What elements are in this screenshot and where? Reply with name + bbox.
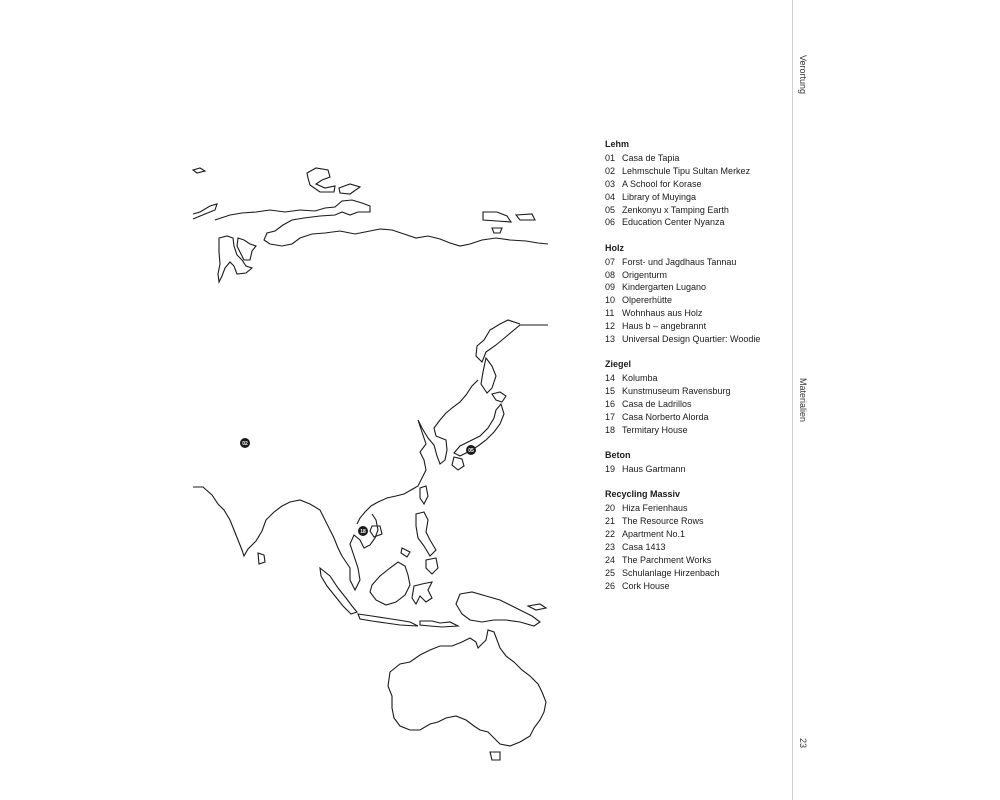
legend-item-number: 17 (605, 412, 616, 422)
legend-item[interactable] (605, 152, 785, 165)
legend-item-label: Casa de Ladrillos (622, 399, 692, 410)
legend-item[interactable] (605, 256, 785, 269)
island-sakhalin (481, 358, 496, 393)
legend-item[interactable] (605, 281, 785, 294)
legend-item-number: 03 (605, 178, 616, 189)
legend-item-label: Casa de Tapia (622, 152, 680, 163)
legend-item[interactable] (605, 333, 785, 346)
legend-item[interactable] (605, 528, 785, 541)
legend-item[interactable] (605, 320, 785, 333)
island-novaya (339, 184, 360, 194)
page-divider (792, 0, 793, 800)
coast-australia (388, 630, 546, 746)
coast-scandinavia (218, 236, 252, 282)
legend-item[interactable] (605, 307, 785, 320)
legend-item-number: 16 (605, 399, 616, 410)
legend-group-title: Lehm (605, 139, 630, 149)
legend-item[interactable] (605, 567, 785, 580)
legend-item-label: Kindergarten Lugano (622, 282, 707, 293)
legend-item-label: Lehmschule Tipu Sultan Merkez (622, 165, 751, 176)
legend-item-number: 26 (605, 580, 616, 591)
legend-item-label: Apartment No.1 (622, 529, 686, 540)
legend-item-label: Haus Gartmann (622, 464, 686, 475)
legend-item-number: 15 (605, 386, 616, 397)
island-tasmania (490, 752, 500, 760)
legend-group-title: Holz (605, 242, 624, 253)
legend-item-number: 25 (605, 567, 616, 578)
legend-item-number: 08 (605, 269, 616, 280)
island-small-north (492, 228, 502, 233)
legend-item-number: 01 (605, 152, 616, 163)
legend-item-label: Forst- und Jagdhaus Tannau (622, 256, 737, 267)
island-severnaya (193, 168, 205, 173)
legend-item-label: The Resource Rows (622, 516, 704, 527)
island-java (358, 614, 418, 626)
legend-item-number: 02 (605, 165, 616, 176)
legend-item-number: 05 (605, 204, 616, 215)
coast-baltic (237, 238, 256, 260)
island-honshu (454, 404, 504, 456)
legend-item-label: Kunstmuseum Ravensburg (622, 386, 731, 397)
island-luzon (416, 512, 436, 556)
legend-group-title: Recycling Massiv (605, 489, 681, 500)
legend-item-number: 22 (605, 529, 616, 540)
svg-text:05: 05 (468, 448, 474, 454)
island-lesser-sunda (420, 621, 458, 627)
legend-item[interactable] (605, 191, 785, 204)
legend-item[interactable] (605, 411, 785, 424)
coast-taimyr (307, 168, 335, 192)
island-wrangel (516, 214, 535, 220)
legend-item-label: Zenkonyu x Tamping Earth (622, 204, 729, 215)
legend-item-label: Wohnhaus aus Holz (622, 308, 703, 319)
island-borneo (370, 562, 410, 605)
legend-item[interactable] (605, 502, 785, 515)
legend-item[interactable] (605, 463, 785, 476)
legend-item[interactable] (605, 204, 785, 217)
page-number: 23 (798, 738, 808, 749)
legend-item-label: Termitary House (622, 424, 688, 435)
coast-south-asia (193, 487, 378, 590)
marker-18[interactable] (358, 526, 368, 536)
legend-item-number: 13 (605, 334, 616, 345)
legend-item[interactable] (605, 580, 785, 593)
island-nsi (483, 212, 511, 222)
legend-item-number: 11 (605, 308, 615, 319)
island-taiwan (420, 486, 428, 504)
island-hokkaido (492, 392, 506, 402)
legend-item-label: Origenturm (622, 269, 668, 280)
island-sulawesi (412, 582, 432, 604)
legend-item-number: 23 (605, 542, 616, 553)
project-legend (605, 138, 785, 605)
legend-item-label: Library of Muyinga (622, 191, 697, 202)
legend-item-label: Hiza Ferienhaus (622, 503, 688, 514)
legend-item-number: 10 (605, 295, 616, 306)
island-palawan (401, 548, 410, 557)
island-mindanao (426, 558, 438, 574)
legend-group-recycling-massiv (605, 488, 785, 592)
legend-item[interactable] (605, 269, 785, 282)
legend-group-title: Ziegel (605, 359, 632, 370)
section-label-materialien: Materialien (798, 378, 808, 423)
legend-group-beton (605, 449, 785, 476)
marker-05[interactable] (466, 445, 476, 455)
island-kyushu (452, 457, 464, 470)
legend-item-label: A School for Korase (622, 178, 702, 189)
island-sumatra (320, 568, 357, 614)
legend-item[interactable] (605, 541, 785, 554)
legend-item[interactable] (605, 372, 785, 385)
legend-group-title: Beton (605, 450, 631, 461)
legend-item-label: Schulanlage Hirzenbach (622, 567, 720, 578)
legend-item-number: 09 (605, 282, 616, 293)
svg-text:18: 18 (360, 529, 366, 535)
island-new-britain (528, 604, 546, 610)
legend-item-label: Olpererhütte (622, 295, 673, 306)
legend-item-label: Cork House (622, 580, 670, 591)
legend-item-number: 20 (605, 503, 616, 514)
section-label-verortung: Verortung (798, 55, 808, 95)
legend-item[interactable] (605, 398, 785, 411)
legend-item-number: 19 (605, 464, 616, 475)
legend-item[interactable] (605, 515, 785, 528)
legend-item[interactable] (605, 165, 785, 178)
legend-item-number: 12 (605, 321, 616, 332)
legend-item[interactable] (605, 385, 785, 398)
legend-group-lehm (605, 138, 785, 229)
legend-item-label: The Parchment Works (622, 554, 712, 565)
legend-item-number: 18 (605, 424, 616, 435)
legend-item-number: 14 (605, 373, 616, 384)
coast-kamchatka (476, 320, 548, 362)
legend-item-number: 04 (605, 191, 616, 202)
legend-item-label: Haus b – angebrannt (622, 321, 707, 332)
legend-item-number: 06 (605, 217, 616, 228)
legend-item-label: Casa 1413 (622, 542, 666, 553)
coast-east-asia (357, 380, 478, 524)
svg-text:02: 02 (242, 441, 248, 447)
legend-item-number: 21 (605, 516, 616, 527)
legend-item-label: Kolumba (622, 373, 658, 384)
legend-group-ziegel (605, 358, 785, 436)
legend-item-number: 07 (605, 256, 616, 267)
legend-item-number: 24 (605, 554, 616, 565)
legend-item[interactable] (605, 216, 785, 229)
coast-north-eurasia (193, 200, 548, 246)
marker-02[interactable] (240, 438, 250, 448)
legend-item-label: Universal Design Quartier: Woodie (622, 334, 761, 345)
legend-item-label: Casa Norberto Alorda (622, 412, 709, 422)
legend-item[interactable] (605, 424, 785, 437)
legend-item-label: Education Center Nyanza (622, 217, 725, 228)
legend-item[interactable] (605, 294, 785, 307)
island-new-guinea (456, 592, 540, 626)
island-srilanka (258, 553, 265, 564)
legend-group-holz (605, 242, 785, 346)
legend-item[interactable] (605, 178, 785, 191)
legend-item[interactable] (605, 554, 785, 567)
